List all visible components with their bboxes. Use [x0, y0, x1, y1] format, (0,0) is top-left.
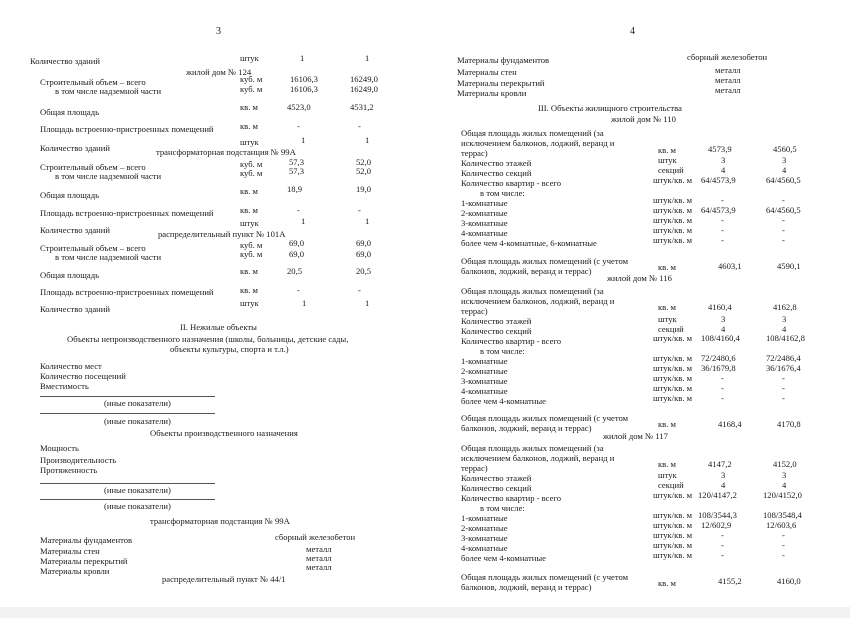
text-line: - — [721, 530, 724, 540]
text-line: более чем 4-комнатные — [461, 396, 546, 406]
text-line: кв. м — [658, 302, 676, 312]
text-line: куб. м — [240, 168, 263, 178]
text-line: II. Нежилые объекты — [180, 322, 257, 332]
text-line: (иные показатели) — [104, 485, 171, 495]
text-line: Материалы кровли — [457, 88, 527, 98]
text-line: 3-комнатные — [461, 533, 508, 543]
text-line: Количество зданий — [40, 225, 110, 235]
text-line: 1-комнатные — [461, 356, 508, 366]
text-line: Площадь встроенно-пристроенных помещений — [40, 124, 214, 134]
text-line: 3 — [782, 314, 787, 324]
text-line: 4 — [721, 165, 726, 175]
text-line: террас) — [461, 306, 488, 316]
text-line: Количество этажей — [461, 473, 532, 483]
fill-in-line — [40, 413, 215, 414]
text-line: Количество зданий — [40, 304, 110, 314]
text-line: 36/1679,8 — [701, 363, 736, 373]
text-line: Общая площадь жилых помещений (с учетом — [461, 256, 629, 266]
text-line: - — [297, 121, 300, 131]
text-line: куб. м — [240, 249, 263, 259]
text-line: 52,0 — [356, 157, 372, 167]
text-line: Строительный объем – всего — [40, 162, 146, 172]
text-line: 12/603,6 — [766, 520, 797, 530]
text-line: 4573,9 — [708, 144, 732, 154]
text-line: - — [721, 215, 724, 225]
text-line: кв. м — [240, 121, 258, 131]
text-line: куб. м — [240, 74, 263, 84]
text-line: - — [721, 393, 724, 403]
text-line: Количество этажей — [461, 158, 532, 168]
text-line: Количество секций — [461, 326, 532, 336]
text-line: - — [721, 235, 724, 245]
text-line: (иные показатели) — [104, 501, 171, 511]
text-line: кв. м — [658, 459, 676, 469]
text-line: штук — [240, 218, 259, 228]
text-line: штук/кв. м — [653, 383, 693, 393]
text-line: 108/3544,3 — [698, 510, 737, 520]
text-line: кв. м — [240, 285, 258, 295]
text-line: Материалы стен — [40, 546, 100, 556]
text-line: в том числе: — [480, 346, 525, 356]
text-line: 1 — [365, 298, 370, 308]
text-line: кв. м — [658, 145, 676, 155]
text-line: (иные показатели) — [104, 398, 171, 408]
text-line: штук/кв. м — [653, 393, 693, 403]
text-line: 16249,0 — [350, 74, 378, 84]
text-line: Протяженность — [40, 465, 98, 475]
text-line: штук — [240, 53, 259, 63]
text-line: балконов, лоджий, веранд и террас) — [461, 423, 592, 433]
text-line: - — [721, 540, 724, 550]
text-line: штук/кв. м — [653, 373, 693, 383]
text-line: 64/4573,9 — [701, 205, 736, 215]
text-line: 69,0 — [289, 249, 305, 259]
text-line: - — [297, 285, 300, 295]
text-line: металл — [715, 65, 741, 75]
text-line: 4155,2 — [718, 576, 742, 586]
text-line: штук/кв. м — [653, 235, 693, 245]
text-line: штук — [658, 314, 677, 324]
text-line: 4-комнатные — [461, 543, 508, 553]
text-line: в том числе надземной части — [55, 86, 162, 96]
text-line: 1 — [365, 216, 370, 226]
text-line: кв. м — [240, 186, 258, 196]
text-line: штук/кв. м — [653, 225, 693, 235]
text-line: металл — [306, 562, 332, 572]
text-line: - — [721, 225, 724, 235]
text-line: Общая площадь жилых помещений (с учетом — [461, 413, 629, 423]
text-line: жилой дом № 110 — [611, 114, 676, 124]
text-line: Количество секций — [461, 168, 532, 178]
text-line: исключением балконов, лоджий, веранд и — [461, 453, 615, 463]
text-line: Общая площадь — [40, 107, 100, 117]
text-line: секций — [658, 165, 684, 175]
text-line: 19,0 — [356, 184, 372, 194]
text-line: штук/кв. м — [653, 195, 693, 205]
text-line: кв. м — [658, 419, 676, 429]
text-line: Объекты производственного назначения — [150, 428, 298, 438]
text-line: секций — [658, 480, 684, 490]
text-line: Вместимость — [40, 381, 89, 391]
text-line: куб. м — [240, 159, 263, 169]
text-line: металл — [715, 75, 741, 85]
text-line: 120/4152,0 — [763, 490, 802, 500]
text-line: 4147,2 — [708, 459, 732, 469]
text-line: 69,0 — [356, 249, 372, 259]
text-line: - — [721, 373, 724, 383]
text-line: 3 — [782, 155, 787, 165]
text-line: 4170,8 — [777, 419, 801, 429]
text-line: 1 — [365, 53, 370, 63]
text-line: Мощность — [40, 443, 79, 453]
text-line: - — [782, 530, 785, 540]
text-line: трансформаторная подстанция № 99А — [150, 516, 290, 526]
text-line: Количество зданий — [40, 143, 110, 153]
text-line: штук/кв. м — [653, 510, 693, 520]
text-line: 4560,5 — [773, 144, 797, 154]
text-line: 1-комнатные — [461, 513, 508, 523]
text-line: кв. м — [240, 205, 258, 215]
text-line: 16106,3 — [290, 74, 318, 84]
text-line: - — [782, 540, 785, 550]
text-line: секций — [658, 324, 684, 334]
text-line: Общая площадь жилых помещений (с учетом — [461, 572, 629, 582]
text-line: Количество квартир - всего — [461, 178, 562, 188]
text-line: 4603,1 — [718, 261, 742, 271]
text-line: Материалы перекрытий — [457, 78, 545, 88]
text-line: 4160,4 — [708, 302, 732, 312]
text-line: Площадь встроенно-пристроенных помещений — [40, 287, 214, 297]
text-line: 1 — [301, 216, 306, 226]
text-line: Количество квартир - всего — [461, 493, 562, 503]
text-line: 64/4560,5 — [766, 205, 801, 215]
text-line: сборный железобетон — [275, 532, 356, 542]
text-line: 1 — [301, 135, 306, 145]
text-line: штук/кв. м — [653, 490, 693, 500]
text-line: 57,3 — [289, 166, 305, 176]
text-line: Общая площадь жилых помещений (за — [461, 286, 604, 296]
text-line: 64/4560,5 — [766, 175, 801, 185]
text-line: штук/кв. м — [653, 175, 693, 185]
text-line: 57,3 — [289, 157, 305, 167]
text-line: 108/4160,4 — [701, 333, 740, 343]
text-line: - — [782, 215, 785, 225]
text-line: 3-комнатные — [461, 376, 508, 386]
text-line: штук — [658, 470, 677, 480]
text-line: Количество секций — [461, 483, 532, 493]
text-line: распределительный пункт № 44/1 — [162, 574, 286, 584]
text-line: - — [782, 393, 785, 403]
text-line: штук/кв. м — [653, 550, 693, 560]
text-line: более чем 4-комнатные — [461, 553, 546, 563]
text-line: в том числе: — [480, 188, 525, 198]
text-line: жилой дом № 117 — [603, 431, 668, 441]
text-line: штук/кв. м — [653, 530, 693, 540]
text-line: - — [721, 550, 724, 560]
text-line: трансформаторная подстанция № 99А — [156, 147, 296, 157]
text-line: 2-комнатные — [461, 208, 508, 218]
text-line: 16249,0 — [350, 84, 378, 94]
page-number: 3 — [216, 26, 221, 37]
text-line: 4152,0 — [773, 459, 797, 469]
text-line: металл — [306, 553, 332, 563]
text-line: штук — [240, 137, 259, 147]
text-line: 64/4573,9 — [701, 175, 736, 185]
text-line: в том числе надземной части — [55, 252, 162, 262]
text-line: металл — [306, 544, 332, 554]
text-line: Материалы стен — [457, 67, 517, 77]
text-line: Количество зданий — [30, 56, 100, 66]
text-line: Общая площадь — [40, 270, 100, 280]
text-line: более чем 4-комнатные, 6-комнатные — [461, 238, 597, 248]
text-line: распределительный пункт № 101А — [158, 229, 286, 239]
text-line: в том числе: — [480, 503, 525, 513]
text-line: исключением балконов, лоджий, веранд и — [461, 138, 615, 148]
text-line: Объекты непроизводственного назначения (школы, больницы, детские сады, — [67, 334, 349, 344]
text-line: балконов, лоджий, веранд и террас) — [461, 266, 592, 276]
text-line: - — [721, 195, 724, 205]
text-line: жилой дом № 116 — [607, 273, 672, 283]
text-line: 1 — [365, 135, 370, 145]
text-line: 120/4147,2 — [698, 490, 737, 500]
text-line: III. Объекты жилищного строительства — [538, 103, 682, 113]
text-line: Производительность — [40, 455, 117, 465]
text-line: - — [297, 205, 300, 215]
text-line: - — [782, 235, 785, 245]
text-line: балконов, лоджий, веранд и террас) — [461, 582, 592, 592]
text-line: 4590,1 — [777, 261, 801, 271]
text-line: 4531,2 — [350, 102, 374, 112]
text-line: 3 — [721, 155, 726, 165]
text-line: сборный железобетон — [687, 52, 768, 62]
text-line: кв. м — [658, 262, 676, 272]
text-line: исключением балконов, лоджий, веранд и — [461, 296, 615, 306]
text-line: 16106,3 — [290, 84, 318, 94]
text-line: Количество квартир - всего — [461, 336, 562, 346]
text-line: штук/кв. м — [653, 215, 693, 225]
text-line: - — [782, 383, 785, 393]
text-line: 4-комнатные — [461, 386, 508, 396]
page-number: 4 — [630, 26, 635, 37]
text-line: Материалы фундаментов — [40, 535, 133, 545]
text-line: Количество мест — [40, 361, 102, 371]
text-line: (иные показатели) — [104, 416, 171, 426]
text-line: в том числе надземной части — [55, 171, 162, 181]
text-line: - — [358, 121, 361, 131]
fill-in-line — [40, 483, 215, 484]
text-line: 1 — [300, 53, 305, 63]
text-line: 4 — [782, 165, 787, 175]
text-line: металл — [715, 85, 741, 95]
text-line: 108/4162,8 — [766, 333, 805, 343]
text-line: штук — [240, 298, 259, 308]
text-line: 4523,0 — [287, 102, 311, 112]
text-line: куб. м — [240, 240, 263, 250]
text-line: штук — [658, 155, 677, 165]
text-line: 1 — [302, 298, 307, 308]
text-line: 20,5 — [287, 266, 303, 276]
text-line: - — [782, 195, 785, 205]
text-line: 3-комнатные — [461, 218, 508, 228]
text-line: 2-комнатные — [461, 523, 508, 533]
text-line: 4 — [782, 324, 787, 334]
text-line: 69,0 — [356, 238, 372, 248]
text-line: 4 — [721, 480, 726, 490]
text-line: 4160,0 — [777, 576, 801, 586]
text-line: 4 — [721, 324, 726, 334]
text-line: Количество посещений — [40, 371, 126, 381]
text-line: кв. м — [658, 578, 676, 588]
text-line: Количество этажей — [461, 316, 532, 326]
text-line: 4168,4 — [718, 419, 742, 429]
text-line: Материалы кровли — [40, 566, 110, 576]
text-line: 18,9 — [287, 184, 303, 194]
text-line: штук/кв. м — [653, 353, 693, 363]
text-line: 4-комнатные — [461, 228, 508, 238]
text-line: штук/кв. м — [653, 205, 693, 215]
text-line: кв. м — [240, 102, 258, 112]
fill-in-line — [40, 396, 215, 397]
text-line: 52,0 — [356, 166, 372, 176]
text-line: Общая площадь жилых помещений (за — [461, 443, 604, 453]
text-line: - — [358, 285, 361, 295]
text-line: Общая площадь жилых помещений (за — [461, 128, 604, 138]
text-line: - — [782, 225, 785, 235]
text-line: 3 — [721, 470, 726, 480]
text-line: 4162,8 — [773, 302, 797, 312]
text-line: 3 — [782, 470, 787, 480]
fill-in-line — [40, 499, 215, 500]
text-line: Площадь встроенно-пристроенных помещений — [40, 208, 214, 218]
text-line: Строительный объем – всего — [40, 243, 146, 253]
text-line: объекты культуры, спорта и т.л.) — [170, 344, 289, 354]
text-line: штук/кв. м — [653, 333, 693, 343]
text-line: 2-комнатные — [461, 366, 508, 376]
text-line: 72/2486,4 — [766, 353, 801, 363]
text-line: 36/1676,4 — [766, 363, 801, 373]
text-line: 72/2480,6 — [701, 353, 736, 363]
text-line: 69,0 — [289, 238, 305, 248]
text-line: 1-комнатные — [461, 198, 508, 208]
text-line: - — [782, 550, 785, 560]
text-line: - — [782, 373, 785, 383]
text-line: Материалы фундаментов — [457, 55, 550, 65]
text-line: - — [358, 205, 361, 215]
text-line: террас) — [461, 148, 488, 158]
text-line: кв. м — [240, 266, 258, 276]
text-line: штук/кв. м — [653, 520, 693, 530]
text-line: 12/602,9 — [701, 520, 732, 530]
text-line: террас) — [461, 463, 488, 473]
text-line: куб. м — [240, 84, 263, 94]
text-line: жилой дом № 124 — [186, 67, 252, 77]
text-line: 3 — [721, 314, 726, 324]
text-line: Материалы перекрытий — [40, 556, 128, 566]
text-line: - — [721, 383, 724, 393]
text-line: 4 — [782, 480, 787, 490]
text-line: штук/кв. м — [653, 540, 693, 550]
text-line: Общая площадь — [40, 190, 100, 200]
text-line: штук/кв. м — [653, 363, 693, 373]
text-line: 20,5 — [356, 266, 372, 276]
text-line: Строительный объем – всего — [40, 77, 146, 87]
page-right — [425, 0, 850, 618]
text-line: 108/3548,4 — [763, 510, 802, 520]
